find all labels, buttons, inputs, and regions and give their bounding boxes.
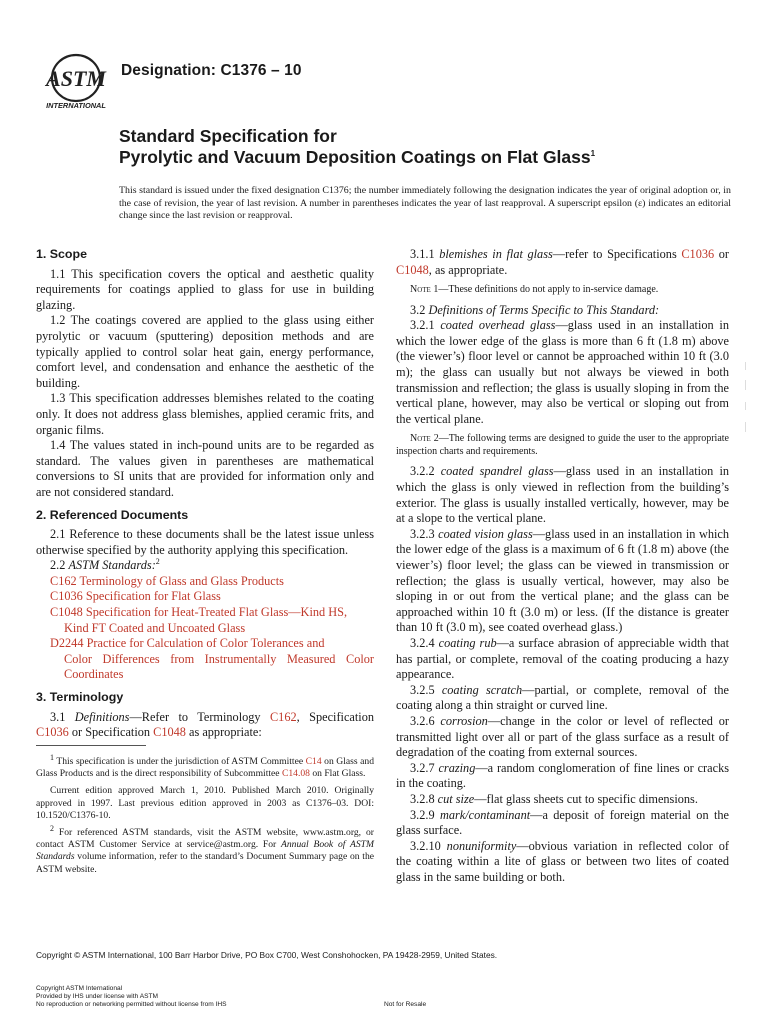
reference-c162[interactable]: C162 Terminology of Glass and Glass Products	[50, 573, 284, 588]
link-c14-08[interactable]: C14.08	[281, 768, 310, 780]
link-c1036[interactable]: C1036	[681, 247, 715, 261]
reference-c1048[interactable]: C1048 Specification for Heat-Treated Flat Glass—Kind HS, Kind FT Coated and Uncoated Glass	[50, 605, 348, 635]
title-line-1: Standard Specification for	[119, 126, 337, 146]
definition-cut-size: 3.2.8 cut size—flat glass sheets cut to specific dimensions.	[410, 791, 698, 806]
paragraph-2-1: 2.1 Reference to these documents shall be the latest issue unless otherwise specified by the authority applying this specification.	[36, 527, 374, 557]
paragraph-1-2: 1.2 The coatings covered are applied to the glass using either pyrolytic or vacuum (sputtering) deposition methods and are typically applied to control solar heat gain, energy performance, comfort level, and condensation and enhance the aesthetic of the building.	[36, 313, 374, 390]
terminology-heading: 3. Terminology	[36, 690, 124, 705]
link-c1036[interactable]: C1036	[36, 725, 69, 740]
paragraph-1-4: 1.4 The values stated in inch-pound units are to be regarded as standard. The values given in parentheses are mathematical conversions to SI units that are provided for information only and are not considered standard.	[36, 438, 374, 499]
paragraph-3-1: 3.1 Definitions—Refer to Terminology C162, Specification C1036 or Specification C1048 as appropriate:	[36, 709, 375, 740]
definition-crazing: 3.2.7 crazing—a random conglomeration of fine lines or cracks in the coating.	[396, 760, 730, 791]
definition-corrosion: 3.2.6 corrosion—change in the color or level of reflected or transmitted light over all or part of the glass surface as a result of degradation of the coating from external sources.	[396, 713, 729, 760]
preamble: This standard is issued under the fixed designation C1376; the number immediately following the designation indicates the year of original adoption or, in the case of revision, the year of last revision. A number in parentheses indicates the year of last reapproval. A superscript epsilon (ε) indicates an editorial change since the last revision or reapproval.	[119, 185, 731, 221]
paragraph-3-2: 3.2 Definitions of Terms Specific to This Standard:	[410, 302, 660, 317]
svg-text:INTERNATIONAL: INTERNATIONAL	[46, 101, 106, 110]
paragraph-2-2: 2.2 ASTM Standards:$^2$	[50, 557, 160, 573]
referenced-docs-heading: 2. Referenced Documents	[36, 507, 189, 522]
left-column	[36, 247, 374, 741]
title-line-2: Pyrolytic and Vacuum Deposition Coatings on Flat Glass$^1$	[119, 147, 596, 167]
link-c1048[interactable]: C1048	[396, 262, 429, 277]
reference-c1036[interactable]: C1036 Specification for Flat Glass	[50, 589, 221, 604]
designation: Designation: C1376 – 10	[121, 62, 302, 79]
footnote-1: $^1$ This specification is under the jurisdiction of ASTM Committee C14 on Glass and Glass Products and is the direct responsibility of Subcommittee C14.08 on Flat Glass.	[36, 752, 375, 780]
reference-d2244[interactable]: D2244 Practice for Calculation of Color Tolerances and Color Differences from Instrumentally Measured Color Coordinates	[50, 636, 374, 682]
footnote-divider	[36, 745, 146, 746]
definition-nonuniformity: 3.2.10 nonuniformity—obvious variation in reflected color of the coating within a lite of glass or between two lites of coated glass in the same building or both.	[396, 838, 729, 884]
link-c162[interactable]: C162	[269, 709, 297, 724]
link-c1048[interactable]: C1048	[153, 725, 186, 740]
definition-coating-scratch: 3.2.5 coating scratch—partial, or complete, removal of the coating along a thin straight or curved line.	[396, 682, 729, 713]
footnotes	[36, 752, 375, 881]
paragraph-3-1-1: 3.1.1 blemishes in flat glass—refer to Specifications C1036 or C1048, as appropriate.	[396, 247, 729, 277]
astm-logo	[38, 52, 114, 110]
definition-coated-vision-glass: 3.2.3 coated vision glass—glass used in an installation in which the lower edge of the glass is a maximum of 6 ft (1.8 m) above (the viewer’s) floor level; the glass can be viewed in transmission or reflection; the glass is usually vertical, however, may also be sloping in or out from the vertical plane; and the glass can be approached within 10 ft (3.0 m) or less. (If the distance is greater than 10 ft (3.0 m), see coated overhead glass.)	[396, 526, 730, 635]
right-column	[396, 247, 729, 885]
definition-coated-overhead-glass: 3.2.1 coated overhead glass—glass used in an installation in which the lower edge of the glass is more than 6 ft (1.8 m) above (the viewer’s) floor level or cannot be approached within 10 ft (3.0 m); the glass can usually but not always be viewed in both transmission and reflection; the glass is usually sloping in from the vertical plane, however, may also be vertical or sloping out from the vertical plane.	[396, 318, 729, 426]
definition-coating-rub: 3.2.4 coating rub—a surface abrasion of appreciable width that has partial, or complete, removal of the coating producing a hazy appearance.	[396, 635, 730, 682]
paragraph-1-1: 1.1 This specification covers the optical and aesthetic quality requirements for coatings applied to glass for use in building glazing.	[36, 266, 374, 312]
note-1: Note 1—These definitions do not apply to in-service damage.	[410, 284, 659, 296]
note-2: Note 2—The following terms are designed to guide the user to the appropriate inspection charts and requirements.	[396, 433, 729, 457]
definition-mark-contaminant: 3.2.9 mark/contaminant—a deposit of foreign material on the glass surface.	[396, 807, 729, 838]
definition-coated-spandrel-glass: 3.2.2 coated spandrel glass—glass used in an installation in which the glass is only viewed in reflection from the building’s exterior. The glass is usually installed vertically, however, may be at a slope to the vertical plane.	[396, 464, 730, 526]
scope-heading: 1. Scope	[36, 247, 87, 261]
link-c14[interactable]: C14	[305, 756, 322, 767]
footnote-2: $^2$ For referenced ASTM standards, visit the ASTM website, www.astm.org, or contact ASTM Customer Service at service@astm.org. For Annual Book of ASTM Standards volume information, refer to the standard’s Document Summary page on the ASTM website.	[36, 823, 374, 875]
margin-marks	[742, 360, 750, 440]
copyright-line: Copyright © ASTM International, 100 Barr Harbor Drive, PO Box C700, West Conshohocken, PA 19428-2959, United States.	[36, 950, 498, 960]
license-notice: Copyright ASTM International Provided by IHS under license with ASTM No reproduction or networking permitted without license from IHS	[36, 985, 227, 1009]
footnote-edition: Current edition approved March 1, 2010. Published March 2010. Originally approved in 1997. Last previous edition approved in 2003 as C1376–03. DOI: 10.1520/C1376-10.	[36, 785, 374, 821]
svg-text:ASTM: ASTM	[46, 66, 106, 91]
paragraph-1-3: 1.3 This specification addresses blemishes related to the coating only. It does not address glass blemishes, applied ceramic frits, and organic films.	[36, 391, 374, 437]
not-for-resale: Not for Resale	[384, 1001, 427, 1008]
